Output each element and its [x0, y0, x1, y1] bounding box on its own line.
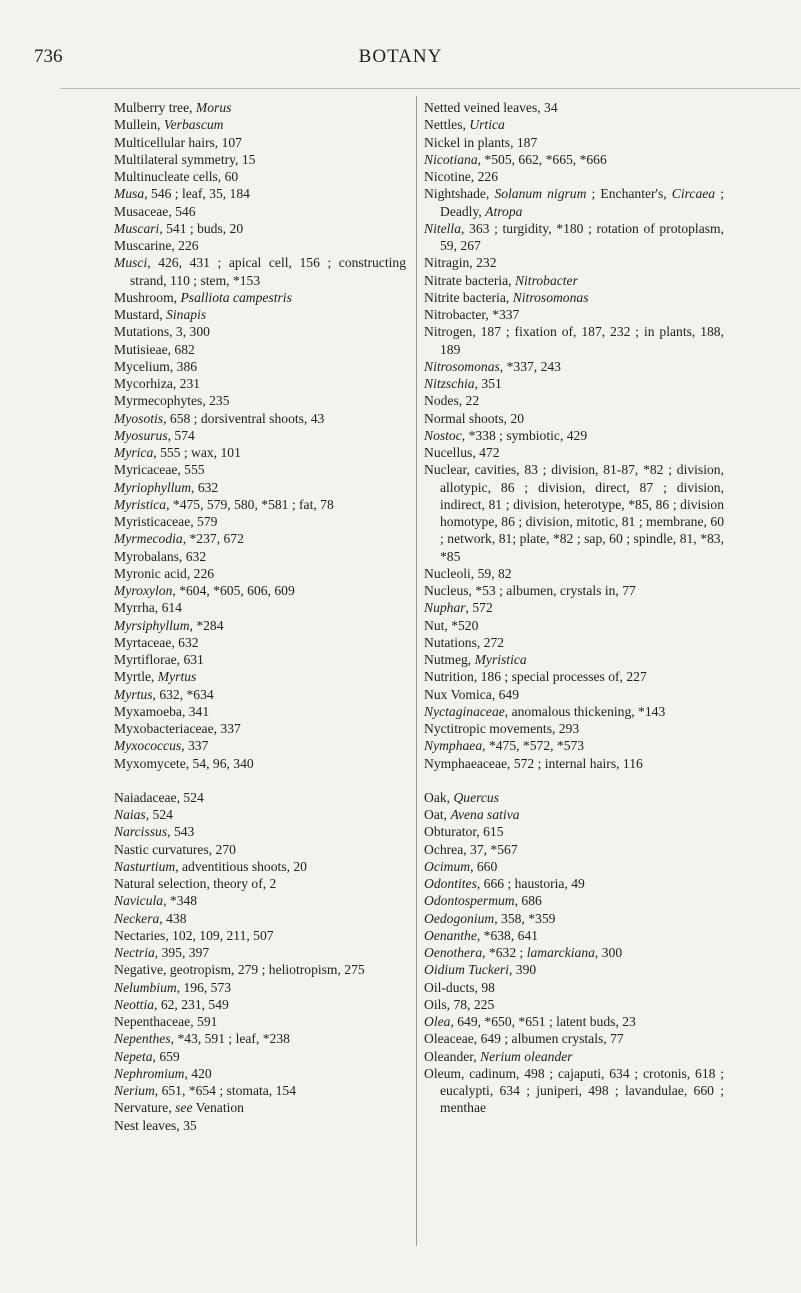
index-entry [114, 1013, 406, 1030]
index-entry [114, 979, 406, 996]
entry-text: Nepenthaceae, 591 [114, 1014, 218, 1029]
index-entry [114, 1099, 406, 1116]
index-entry [114, 703, 406, 720]
entry-text: Myrtiflorae, 631 [114, 652, 204, 667]
entry-text: Natural selection, theory of, 2 [114, 876, 277, 891]
entry-text: , *237, 672 [182, 531, 244, 547]
index-entry [114, 944, 406, 961]
entry-text: Myrmecophytes, 235 [114, 393, 230, 409]
entry-italic-text: Atropa [485, 203, 523, 219]
index-entry [424, 1030, 724, 1047]
index-entry [114, 599, 406, 616]
entry-italic-text: Olea [424, 1014, 451, 1029]
entry-italic-text: Nostoc [424, 427, 462, 443]
index-entry [424, 185, 724, 220]
index-entry [114, 185, 406, 202]
entry-text: , 196, 573 [176, 979, 232, 995]
index-entry [424, 565, 724, 582]
index-entry [114, 806, 406, 823]
entry-text: , 300 [594, 945, 623, 960]
entry-text: , *604, *605, 606, 609 [172, 583, 295, 598]
entry-text: Nux Vomica, 649 [424, 686, 520, 702]
entry-text: , 438 [159, 910, 187, 926]
index-entry [424, 1013, 724, 1030]
index-entry [424, 272, 724, 289]
entry-text: , 395, 397 [154, 945, 210, 960]
entry-italic-text: Nymphaea [424, 738, 483, 754]
entry-text: , 660 [470, 858, 498, 874]
entry-text: , 390 [508, 962, 537, 978]
index-entry [424, 254, 724, 271]
entry-text: Nitragin, 232 [424, 255, 497, 271]
entry-italic-text: Nephromium [114, 1065, 185, 1081]
entry-text: Myrrha, 614 [114, 600, 182, 616]
entry-italic-text: Myrtus [157, 669, 197, 685]
entry-text: , 358, *359 [494, 910, 556, 926]
index-entry [424, 289, 724, 306]
index-entry [114, 565, 406, 582]
entry-text: , *638, 641 [476, 927, 539, 943]
entry-text: Nyctitropic movements, 293 [424, 721, 580, 736]
entry-italic-text: Nasturtium [114, 858, 176, 874]
entry-text: Obturator, 615 [424, 824, 504, 840]
index-entry [424, 823, 724, 840]
index-entry [424, 461, 724, 565]
entry-text: , *337, 243 [499, 358, 561, 374]
entry-text: Myrtaceae, 632 [114, 634, 199, 650]
entry-italic-text: Oenanthe [424, 927, 477, 943]
entry-italic-text: Myrica [114, 445, 154, 460]
index-entry [424, 686, 724, 703]
page-header [0, 46, 801, 76]
header-rule [60, 88, 800, 89]
entry-text: , *284 [189, 617, 224, 633]
entry-italic-text: Avena sativa [450, 807, 520, 822]
index-entry [424, 323, 724, 358]
index-entry [114, 151, 406, 168]
index-entry [114, 375, 406, 392]
index-entry [424, 358, 724, 375]
index-entry [114, 927, 406, 944]
entry-text: Nucleoli, 59, 82 [424, 565, 512, 581]
entry-text: , 666 ; haustoria, 49 [476, 876, 585, 891]
entry-text: , *348 [163, 893, 198, 909]
index-entry [114, 686, 406, 703]
entry-italic-text: Musa [114, 186, 145, 202]
entry-text: , adventitious shoots, 20 [175, 858, 307, 874]
index-entry [114, 823, 406, 840]
entry-text: Myronic acid, 226 [114, 565, 215, 581]
entry-italic-text: Circaea [671, 186, 716, 202]
entry-italic-text: Urtica [469, 117, 505, 133]
index-entry [424, 875, 724, 892]
index-entry [114, 116, 406, 133]
entry-text: Nodes, 22 [424, 393, 480, 409]
index-entry [114, 203, 406, 220]
index-entry [114, 341, 406, 358]
index-entry [424, 755, 724, 772]
index-entry [424, 961, 724, 978]
index-entry [114, 737, 406, 754]
index-entry [424, 582, 724, 599]
index-entry [114, 582, 406, 599]
entry-italic-text: Musci [114, 255, 148, 271]
entry-text: , 572 [465, 600, 493, 616]
index-entry [114, 513, 406, 530]
section-gap [424, 772, 724, 789]
entry-text: , 62, 231, 549 [154, 996, 229, 1012]
index-entry [424, 841, 724, 858]
entry-italic-text: Sinapis [166, 307, 207, 322]
entry-italic-text: Ocimum [424, 858, 471, 874]
entry-text: , anomalous thickening, *143 [504, 703, 666, 719]
index-entry [114, 427, 406, 444]
entry-text: Nutmeg, [424, 652, 475, 667]
entry-text: , 658 ; dorsiventral shoots, 43 [163, 410, 325, 426]
index-entry [114, 634, 406, 651]
index-entry [114, 789, 406, 806]
entry-italic-text: Muscari [114, 220, 160, 236]
entry-text: Oil-ducts, 98 [424, 979, 495, 995]
index-entry [114, 1117, 406, 1134]
entry-text: Nervature, [114, 1100, 176, 1116]
column-divider [416, 96, 417, 1246]
entry-text: , 649, *650, *651 ; latent buds, 23 [450, 1014, 636, 1029]
entry-text: Nutations, 272 [424, 634, 505, 650]
entry-italic-text: Myristica [114, 496, 167, 512]
index-entry [114, 530, 406, 547]
index-column-right [424, 99, 724, 1117]
entry-italic-text: Myxococcus [114, 738, 182, 754]
index-entry [114, 1048, 406, 1065]
entry-text: , 659 [152, 1048, 180, 1064]
entry-text: , 363 ; turgidity, *180 ; rotation of protoplasm, 59, 267 [440, 220, 724, 253]
entry-text: ; Enchanter's, [586, 186, 672, 202]
index-entry [114, 617, 406, 634]
entry-italic-text: Quercus [453, 789, 500, 805]
index-entry [114, 168, 406, 185]
index-entry [424, 996, 724, 1013]
index-entry [114, 479, 406, 496]
entry-italic-text: Nitella [424, 220, 462, 236]
entry-italic-text: Nectria [114, 945, 155, 960]
index-entry [424, 116, 724, 133]
entry-text: , *475, 579, 580, *581 ; fat, 78 [166, 496, 334, 512]
index-entry [114, 99, 406, 116]
entry-italic-text: Verbascum [163, 117, 224, 133]
entry-text: Nettles, [424, 117, 470, 133]
entry-text: , 351 [474, 376, 502, 391]
entry-italic-text: Odontospermum [424, 893, 515, 909]
index-entry [424, 1065, 724, 1117]
index-entry [424, 410, 724, 427]
entry-text: Venation [192, 1100, 244, 1116]
entry-italic-text: Morus [195, 100, 232, 115]
index-entry [114, 755, 406, 772]
index-entry [114, 306, 406, 323]
entry-text: , 686 [514, 893, 542, 909]
index-entry [424, 99, 724, 116]
entry-italic-text: Odontites [424, 876, 477, 891]
index-entry [424, 1048, 724, 1065]
index-entry [424, 427, 724, 444]
index-entry [424, 979, 724, 996]
entry-italic-text: Oidium Tuckeri [424, 962, 509, 978]
index-entry [114, 461, 406, 478]
entry-italic-text: Psalliota campestris [180, 289, 292, 305]
entry-italic-text: Navicula [114, 893, 164, 909]
entry-text: Mustard, [114, 307, 167, 322]
entry-text: Nitrate bacteria, [424, 272, 515, 288]
entry-text: , *338 ; symbiotic, 429 [461, 427, 588, 443]
entry-text: Multinucleate cells, 60 [114, 169, 239, 184]
entry-text: Negative, geotropism, 279 ; heliotropism, 275 [114, 962, 365, 978]
index-entry [114, 1030, 406, 1047]
entry-text: Oleaceae, 649 ; albumen crystals, 77 [424, 1031, 624, 1047]
index-entry [424, 634, 724, 651]
entry-text: Naiadaceae, 524 [114, 789, 204, 805]
entry-italic-text: lamarckiana [526, 945, 595, 960]
entry-text: Nickel in plants, 187 [424, 134, 538, 150]
entry-text: Nuclear, cavities, 83 ; division, 81-87, *82 ; division, allotypic, 86 ; division, direct, 87 ; division, indirect, 81 ; division, heterotype, *85, 86 ; division homotype, 86 ; division, mitotic, 81 ; membrane, 60 ; network, 81; plate, *82 ; sap, 60 ; spindle, 81, *83, *85 [424, 462, 724, 564]
index-entry [424, 599, 724, 616]
entry-text: , 574 [167, 427, 195, 443]
index-entry [114, 651, 406, 668]
entry-text: Nectaries, 102, 109, 211, 507 [114, 927, 274, 943]
entry-text: Nucellus, 472 [424, 445, 500, 460]
index-entry [114, 1082, 406, 1099]
entry-italic-text: Neckera [114, 910, 160, 926]
index-entry [114, 410, 406, 427]
entry-text: ; Deadly, [440, 186, 724, 219]
entry-text: Mutisieae, 682 [114, 341, 195, 357]
entry-text: Myrtle, [114, 669, 158, 685]
index-column-left [114, 99, 406, 1134]
index-entry [424, 151, 724, 168]
entry-text: , 337 [181, 738, 209, 754]
index-entry [424, 806, 724, 823]
entry-italic-text: Myrtus [114, 686, 153, 702]
index-entry [424, 392, 724, 409]
entry-text: Multilateral symmetry, 15 [114, 151, 256, 167]
entry-italic-text: Nelumbium [114, 979, 177, 995]
entry-italic-text: Oedogonium [424, 910, 495, 926]
index-entry [114, 548, 406, 565]
entry-italic-text: Nepenthes [114, 1031, 171, 1047]
index-entry [114, 875, 406, 892]
index-entry [424, 668, 724, 685]
index-entry [424, 737, 724, 754]
entry-italic-text: Nerium [114, 1083, 155, 1098]
entry-text: , 543 [167, 824, 195, 840]
entry-italic-text: Nicotiana [424, 151, 478, 167]
entry-text: Mushroom, [114, 289, 181, 305]
entry-text: Oils, 78, 225 [424, 996, 495, 1012]
entry-italic-text: Nitrobacter [514, 272, 578, 288]
entry-text: Oleum, cadinum, 498 ; cajaputi, 634 ; crotonis, 618 ; eucalypti, 634 ; juniperi, 498 ; lavandulae, 660 ; menthae [424, 1065, 724, 1116]
index-entry [114, 961, 406, 978]
entry-italic-text: Myristica [474, 652, 527, 667]
index-entry [114, 237, 406, 254]
index-entry [424, 134, 724, 151]
index-entry [114, 1065, 406, 1082]
entry-text: Musaceae, 546 [114, 203, 196, 219]
entry-italic-text: Myrsiphyllum [114, 617, 190, 633]
entry-text: Nitrobacter, *337 [424, 307, 520, 322]
entry-text: Myrobalans, 632 [114, 548, 207, 564]
entry-text: Oleander, [424, 1048, 481, 1064]
entry-italic-text: Neottia [114, 996, 155, 1012]
index-entry [424, 375, 724, 392]
entry-italic-text: Narcissus [114, 824, 168, 840]
entry-text: Nucleus, *53 ; albumen, crystals in, 77 [424, 583, 636, 598]
entry-text: , 632, *634 [152, 686, 214, 702]
entry-text: Netted veined leaves, 34 [424, 100, 558, 115]
index-entry [424, 944, 724, 961]
entry-text: Mycorhiza, 231 [114, 376, 201, 391]
entry-text: , 546 ; leaf, 35, 184 [144, 186, 250, 202]
index-entry [424, 306, 724, 323]
entry-text: , *43, 591 ; leaf, *238 [170, 1031, 290, 1047]
entry-italic-text: Nuphar [424, 600, 466, 616]
entry-text: Myxamoeba, 341 [114, 703, 210, 719]
index-entry [114, 444, 406, 461]
entry-italic-text: Nyctaginaceae [424, 703, 505, 719]
index-entry [114, 323, 406, 340]
entry-text: Muscarine, 226 [114, 238, 199, 253]
entry-text: Mulberry tree, [114, 100, 196, 115]
entry-italic-text: Myriophyllum [114, 479, 192, 495]
entry-italic-text: Nitrosomonas [512, 289, 589, 305]
entry-text: , *475, *572, *573 [482, 738, 585, 754]
entry-italic-text: Myosurus [114, 427, 168, 443]
entry-text: , 555 ; wax, 101 [153, 445, 241, 460]
index-entry [114, 220, 406, 237]
entry-text: , 524 [145, 807, 173, 822]
entry-text: Nitrogen, 187 ; fixation of, 187, 232 ; in plants, 188, 189 [424, 324, 724, 357]
index-entry [424, 703, 724, 720]
running-title: BOTANY [358, 46, 443, 67]
index-entry [424, 892, 724, 909]
index-entry [424, 927, 724, 944]
entry-italic-text: Nitzschia [424, 376, 475, 391]
entry-text: Nastic curvatures, 270 [114, 841, 236, 857]
entry-text: , 632 [191, 479, 219, 495]
entry-text: Normal shoots, 20 [424, 410, 525, 426]
section-gap [114, 772, 406, 789]
index-entry [114, 858, 406, 875]
entry-italic-text: Naias [114, 807, 146, 822]
entry-italic-text: Nitrosomonas [424, 358, 500, 374]
entry-text: Nut, *520 [424, 617, 479, 633]
index-entry [114, 392, 406, 409]
entry-italic-text: Nepeta [114, 1048, 153, 1064]
index-entry [424, 168, 724, 185]
index-entry [114, 841, 406, 858]
entry-text: , 426, 431 ; apical cell, 156 ; constructing strand, 110 ; stem, *153 [130, 255, 406, 288]
index-entry [424, 789, 724, 806]
entry-text: , 651, *654 ; stomata, 154 [154, 1083, 296, 1098]
entry-italic-text: Myroxylon [114, 583, 173, 598]
entry-text: Oak, [424, 789, 454, 805]
entry-text: Mullein, [114, 117, 164, 133]
index-entry [114, 892, 406, 909]
entry-text: , 541 ; buds, 20 [159, 220, 244, 236]
index-entry [114, 496, 406, 513]
entry-italic-text: see [175, 1100, 193, 1116]
index-entry [114, 720, 406, 737]
index-entry [424, 651, 724, 668]
entry-italic-text: Oenothera [424, 945, 483, 960]
entry-text: Myxobacteriaceae, 337 [114, 721, 241, 736]
entry-text: Nicotine, 226 [424, 169, 498, 184]
index-entry [114, 289, 406, 306]
entry-text: Nightshade, [424, 186, 495, 202]
entry-italic-text: Myrmecodia [114, 531, 183, 547]
index-entry [114, 254, 406, 289]
page-number: 736 [34, 46, 63, 67]
index-entry [424, 617, 724, 634]
entry-italic-text: Nerium oleander [480, 1048, 573, 1064]
entry-italic-text: Myosotis [114, 410, 164, 426]
entry-text: Myricaceae, 555 [114, 462, 205, 478]
entry-text: Mycelium, 386 [114, 358, 198, 374]
index-entry [424, 720, 724, 737]
entry-text: Nest leaves, 35 [114, 1117, 197, 1133]
index-entry [114, 668, 406, 685]
index-entry [424, 444, 724, 461]
index-entry [424, 858, 724, 875]
entry-italic-text: Solanum nigrum [494, 186, 587, 202]
index-entry [114, 358, 406, 375]
index-entry [114, 996, 406, 1013]
index-entry [424, 910, 724, 927]
entry-text: , *632 ; [482, 945, 527, 960]
entry-text: , 420 [184, 1065, 212, 1081]
entry-text: Oat, [424, 807, 451, 822]
index-entry [114, 134, 406, 151]
entry-text: Nutrition, 186 ; special processes of, 227 [424, 669, 647, 685]
entry-text: Multicellular hairs, 107 [114, 134, 242, 150]
entry-text: Mutations, 3, 300 [114, 324, 210, 340]
entry-text: Ochrea, 37, *567 [424, 841, 518, 857]
index-entry [424, 220, 724, 255]
entry-text: , *505, 662, *665, *666 [477, 151, 607, 167]
entry-text: Myxomycete, 54, 96, 340 [114, 755, 254, 771]
entry-text: Nitrite bacteria, [424, 289, 513, 305]
entry-text: Myristicaceae, 579 [114, 514, 218, 529]
entry-text: Nymphaeaceae, 572 ; internal hairs, 116 [424, 755, 643, 771]
index-entry [114, 910, 406, 927]
